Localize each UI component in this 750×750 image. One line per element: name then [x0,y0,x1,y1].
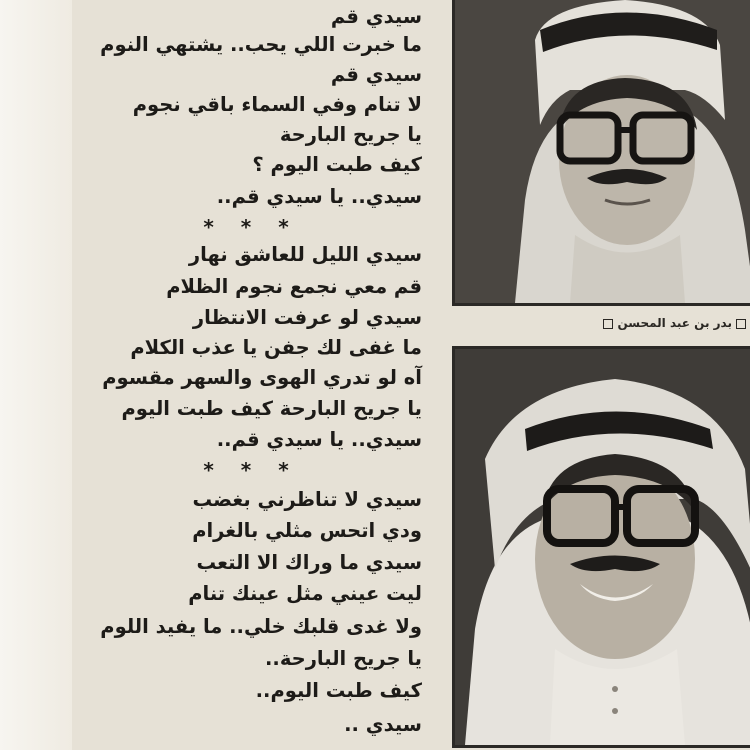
photo-caption [510,316,750,330]
stanza-separator: * * * [203,215,299,239]
poem-line: سيدي.. يا سيدي قم.. [216,428,422,451]
poem-column [72,0,430,750]
stanza-separator: * * * [203,458,299,482]
poem-line: سيدي لا تناظرني بغضب [192,488,422,511]
poem-line: سيدي .. [344,713,422,736]
portrait-illustration [455,349,750,745]
poem-line: ودي اتحس مثلي بالغرام [192,519,422,542]
poem-line: ليت عيني مثل عينك تنام [188,582,422,605]
poem-line: ما غفى لك جفن يا عذب الكلام [130,336,422,359]
poem-line: لا تنام وفي السماء باقي نجوم [132,93,422,116]
poem-line: سيدي لو عرفت الانتظار [192,306,422,329]
poem-line: كيف طبت اليوم.. [255,679,422,702]
poem-line: كيف طبت اليوم ؟ [252,153,422,176]
poem-line: ولا غدى قلبك خلي.. ما يفيد اللوم [100,615,422,638]
caption-box-icon [736,319,746,329]
portrait-illustration [455,0,750,303]
poem-line: يا جريح البارحة.. [265,647,422,670]
page-margin [0,0,72,750]
poem-line: سيدي ما وراك الا التعب [196,551,422,574]
poem-line: سيدي قم [330,63,422,86]
portrait-photo-top [452,0,750,306]
caption-box-icon [603,319,613,329]
poem-line: قم معي نجمع نجوم الظلام [166,275,422,298]
poem-line: سيدي قم [330,5,422,28]
poem-line: آه لو تدري الهوى والسهر مقسوم [102,366,422,389]
caption-text: بدر بن عبد المحسن [617,316,732,330]
poem-line: يا جريح البارحة كيف طبت اليوم [121,397,422,420]
portrait-photo-bottom [452,346,750,748]
poem-line: سيدي.. يا سيدي قم.. [216,185,422,208]
poem-line: سيدي الليل للعاشق نهار [188,243,422,266]
poem-line: ما خبرت اللي يحب.. يشتهي النوم [100,33,422,56]
poem-line: يا جريح البارحة [279,123,422,146]
